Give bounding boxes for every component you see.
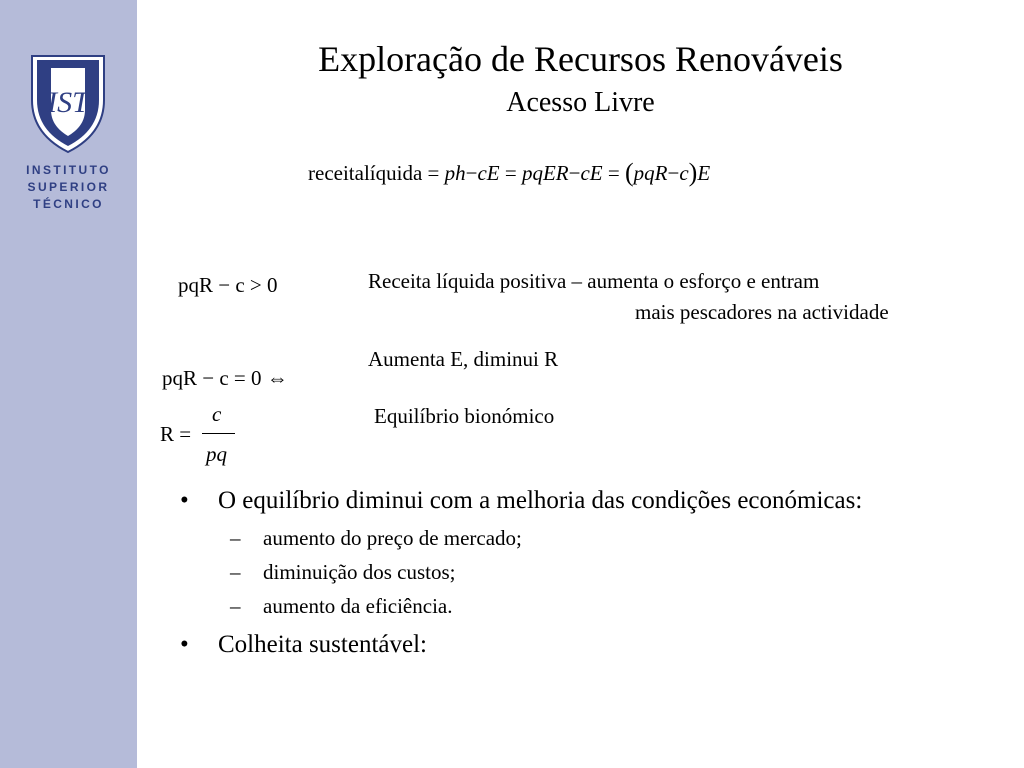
- eq-term: c: [679, 161, 689, 185]
- fraction-denominator: pq: [206, 442, 227, 466]
- eq-minus: −: [465, 161, 478, 185]
- fraction-bar: [202, 433, 235, 434]
- condition-positive-text-cont: mais pescadores na actividade: [635, 300, 889, 324]
- institution-name: [0, 162, 137, 213]
- slide-subtitle: Acesso Livre: [506, 87, 655, 118]
- eq-label: receitalíquida: [308, 161, 423, 185]
- sub-item-text: aumento do preço de mercado;: [263, 526, 522, 550]
- dash-marker: –: [230, 526, 241, 550]
- sub-list: [218, 521, 996, 623]
- institution-line: TÉCNICO: [33, 197, 104, 211]
- sub-item-text: diminuição dos custos;: [263, 560, 456, 584]
- eq-term: cE: [580, 161, 603, 185]
- eq-symbol: =: [607, 161, 620, 185]
- list-item: [176, 627, 996, 663]
- net-revenue-equation: [308, 158, 710, 188]
- condition-positive-math: pqR − c > 0: [178, 273, 278, 297]
- logo-mark-text: IST: [47, 86, 89, 119]
- sidebar: [0, 0, 137, 768]
- eq-symbol: =: [504, 161, 517, 185]
- institution-line: SUPERIOR: [27, 180, 110, 194]
- eq-term: ph: [444, 161, 466, 185]
- eq-term: E: [697, 161, 711, 185]
- eq-minus: −: [568, 161, 581, 185]
- sub-item-text: aumento da eficiência.: [263, 594, 453, 618]
- condition-positive-text: Receita líquida positiva – aumenta o esforço e entram: [368, 269, 820, 293]
- eq-term: pqR: [633, 161, 668, 185]
- list-item: [218, 521, 996, 555]
- institution-line: INSTITUTO: [26, 163, 111, 177]
- fraction-lhs: R =: [160, 422, 192, 446]
- eq-paren: ): [688, 158, 698, 187]
- bullet-text: Colheita sustentável:: [218, 631, 427, 658]
- list-item: [176, 483, 996, 623]
- list-item: [218, 589, 996, 623]
- eq-symbol: =: [427, 161, 440, 185]
- fraction-numerator: c: [212, 402, 222, 426]
- dash-marker: –: [230, 560, 241, 584]
- eq-paren: (: [624, 158, 634, 187]
- equilibrium-text: Equilíbrio bionómico: [374, 404, 555, 428]
- eq-term: pqER: [521, 161, 569, 185]
- bullet-marker: •: [180, 487, 189, 514]
- list-item: [218, 555, 996, 589]
- dash-marker: –: [230, 594, 241, 618]
- condition-zero-text: Aumenta E, diminui R: [368, 347, 559, 371]
- slide-title: Exploração de Recursos Renováveis: [318, 39, 843, 79]
- eq-term: cE: [477, 161, 500, 185]
- bullet-marker: •: [180, 631, 189, 658]
- eq-minus: −: [667, 161, 680, 185]
- ist-shield-logo: [29, 54, 107, 154]
- condition-zero-math: pqR − c = 0 ⇔: [162, 366, 288, 390]
- bullet-text: O equilíbrio diminui com a melhoria das condições económicas:: [218, 487, 863, 514]
- equilibrium-fraction: [160, 402, 250, 472]
- bullet-list: [176, 483, 996, 663]
